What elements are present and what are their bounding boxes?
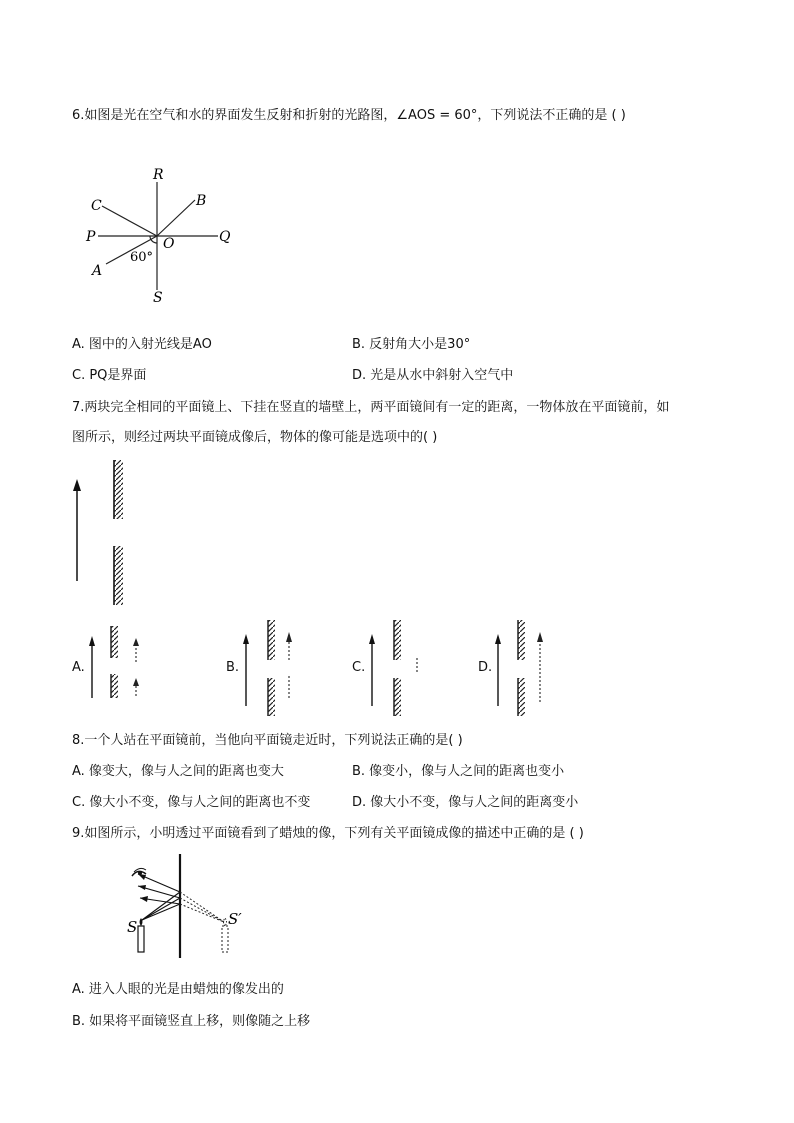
q6-label-b: B <box>196 193 207 209</box>
q6-label-s: S <box>153 290 163 306</box>
q9-option-b[interactable]: B. 如果将平面镜竖直上移，则像随之上移 <box>72 1014 311 1029</box>
q8-option-a[interactable]: A. 像变大，像与人之间的距离也变大 <box>72 764 284 779</box>
q9-stem: 9.如图所示，小明透过平面镜看到了蜡烛的像，下列有关平面镜成像的描述中正确的是 ( ) <box>72 826 584 841</box>
q6-light-diagram <box>80 160 250 310</box>
q7-option-a-diagram <box>84 620 154 702</box>
q8-option-b[interactable]: B. 像变小，像与人之间的距离也变小 <box>352 764 565 779</box>
q7-option-b-diagram <box>238 612 308 718</box>
q7-option-b-label[interactable]: B. <box>226 660 240 675</box>
q7-option-c-diagram <box>364 612 434 718</box>
q6-ray-ob <box>157 200 195 236</box>
q6-label-q: Q <box>219 229 231 245</box>
q9-label-s-prime: S′ <box>228 910 242 928</box>
q7-option-c-label[interactable]: C. <box>352 660 366 675</box>
q7-option-d-diagram <box>490 612 560 718</box>
candle-icon <box>138 918 144 952</box>
q6-label-c: C <box>91 198 102 214</box>
q6-label-r: R <box>153 167 164 183</box>
q9-option-a[interactable]: A. 进入人眼的光是由蜡烛的像发出的 <box>72 982 284 997</box>
q6-option-d[interactable]: D. 光是从水中斜射入空气中 <box>352 368 514 383</box>
q9-candle-mirror-diagram <box>122 852 252 962</box>
q7-stem-line2: 图所示，则经过两块平面镜成像后，物体的像可能是选项中的( ) <box>72 430 438 445</box>
q7-stem-line1: 7.两块完全相同的平面镜上、下挂在竖直的墙壁上，两平面镜间有一定的距离，一物体放在平面镜前，如 <box>72 400 670 415</box>
q6-stem: 6.如图是光在空气和水的界面发生反射和折射的光路图，∠AOS = 60°，下列说法不正确的是 ( ) <box>72 108 626 123</box>
q7-lower-mirror-hatch <box>114 546 123 605</box>
q7-option-a-label[interactable]: A. <box>72 660 85 675</box>
q7-setup-diagram <box>66 455 136 615</box>
q6-label-o: O <box>163 236 175 252</box>
q8-option-d[interactable]: D. 像大小不变，像与人之间的距离变小 <box>352 795 579 810</box>
q8-stem: 8.一个人站在平面镜前，当他向平面镜走近时，下列说法正确的是( ) <box>72 733 463 748</box>
q7-option-d-label[interactable]: D. <box>478 660 493 675</box>
q7-upper-mirror-hatch <box>114 460 123 519</box>
q6-ray-oc <box>102 206 157 236</box>
q8-option-c[interactable]: C. 像大小不变，像与人之间的距离也不变 <box>72 795 311 810</box>
q9-label-s: S <box>127 918 138 936</box>
q6-option-b[interactable]: B. 反射角大小是30° <box>352 337 471 352</box>
q6-label-angle: 60° <box>130 250 154 265</box>
q6-label-a: A <box>92 263 103 279</box>
q7-object-arrowhead <box>73 479 81 491</box>
q6-label-p: P <box>86 229 96 245</box>
q6-option-a[interactable]: A. 图中的入射光线是AO <box>72 337 212 352</box>
q6-option-c[interactable]: C. PQ是界面 <box>72 368 147 383</box>
